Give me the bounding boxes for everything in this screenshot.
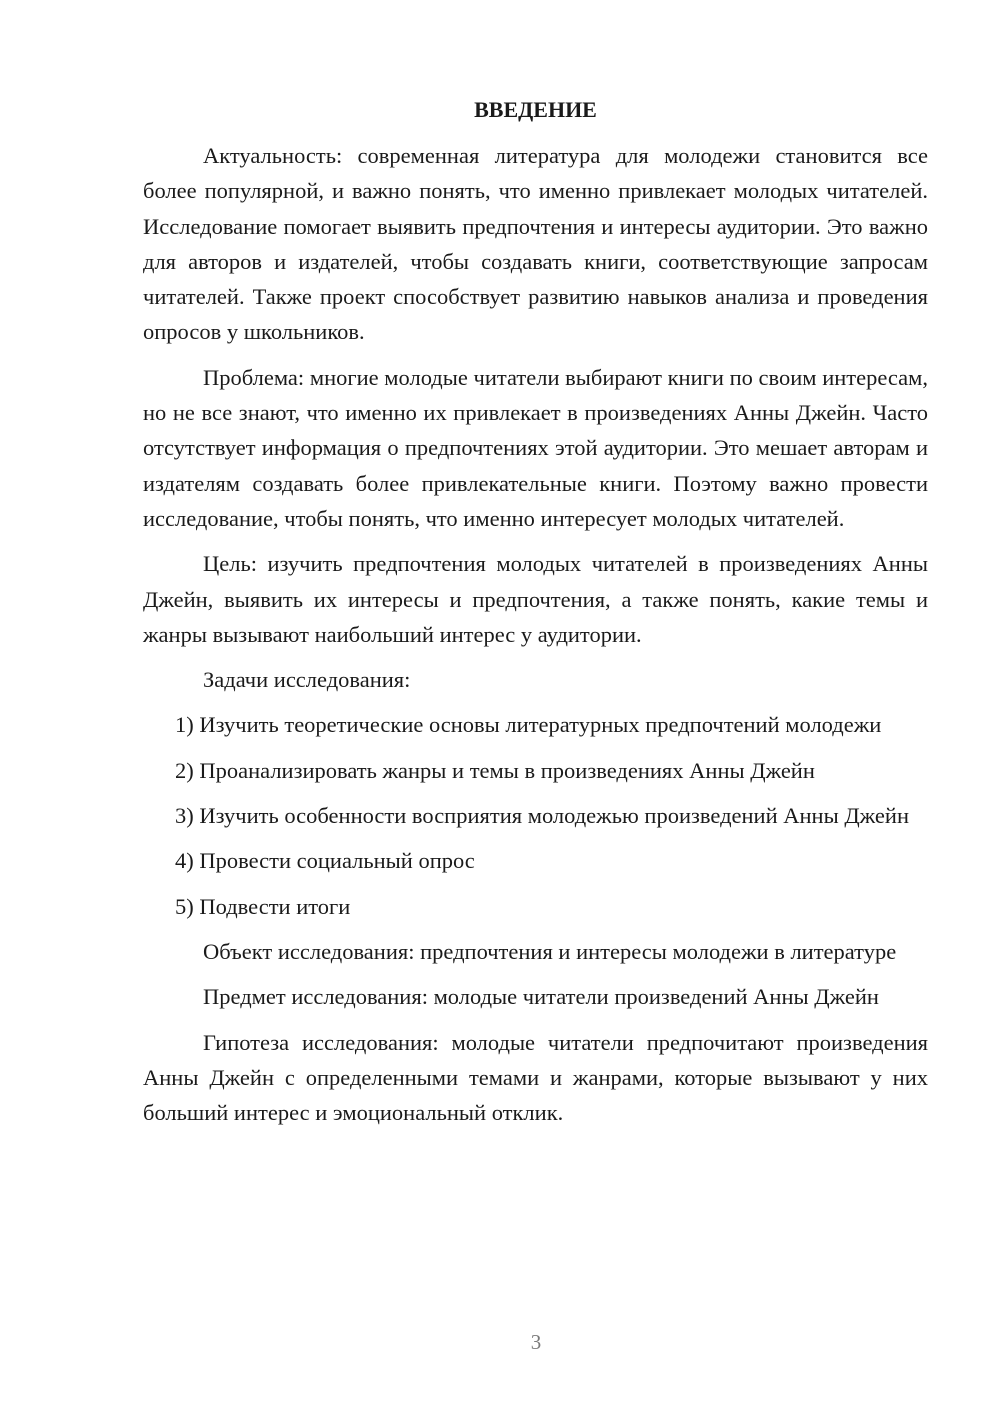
task-item-4: 4) Провести социальный опрос (175, 848, 475, 874)
problem-paragraph: Проблема: многие молодые читатели выбирают книги по своим интересам, но не все знают, что именно их привлекает в произведениях Анны Джейн. Часто отсутствует информация о предпочтениях этой аудитории. Это мешает авторам и издателям создавать более привлекательные книги. Поэтому важно провести исследование, чтобы понять, что именно интересует молодых читателей. (143, 364, 928, 531)
hypothesis-paragraph: Гипотеза исследования: молодые читатели предпочитают произведения Анны Джейн с определенными темами и жанрами, которые вызывают у них больший интерес и эмоциональный отклик. (143, 1029, 928, 1126)
tasks-heading: Задачи исследования: (203, 667, 411, 693)
relevance-paragraph: Актуальность: современная литература для молодежи становится все более популярной, и важно понять, что именно привлекает молодых читателей. Исследование помогает выявить предпочтения и интересы аудитории. Это важно для авторов и издателей, чтобы создавать книги, соответствующие запросам читателей. Также проект способствует развитию навыков анализа и проведения опросов у школьников. (143, 143, 928, 345)
task-item-5: 5) Подвести итоги (175, 893, 351, 919)
subject-paragraph: Предмет исследования: молодые читатели произведений Анны Джейн (203, 984, 879, 1010)
task-item-3: 3) Изучить особенности восприятия молодежью произведений Анны Джейн (175, 803, 909, 829)
goal-paragraph: Цель: изучить предпочтения молодых читателей в произведениях Анны Джейн, выявить их интересы и предпочтения, а также понять, какие темы и жанры вызывают наибольший интерес у аудитории. (143, 551, 928, 647)
task-item-2: 2) Проанализировать жанры и темы в произведениях Анны Джейн (175, 757, 815, 783)
section-title: ВВЕДЕНИЕ (474, 97, 597, 122)
object-paragraph: Объект исследования: предпочтения и интересы молодежи в литературе (203, 938, 897, 964)
page-content (143, 92, 928, 1140)
task-item-1: 1) Изучить теоретические основы литературных предпочтений молодежи (175, 712, 882, 738)
page-number: 3 (530, 1330, 542, 1354)
